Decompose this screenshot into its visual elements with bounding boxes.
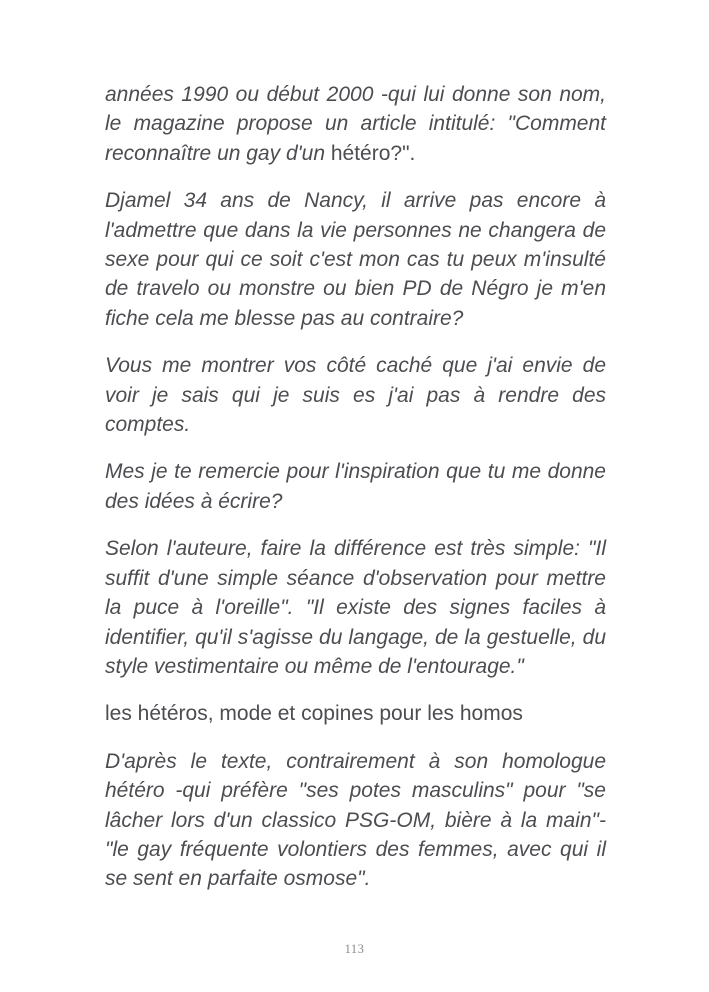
text-segment: Vous me montrer vos côté caché que j'ai envie de voir je sais qui je suis es j'ai pas à rendre des comptes.	[105, 354, 606, 437]
text-segment: D'après le texte, contrairement à son homologue hétéro -qui préfère "ses potes masculins" pour "se lâcher lors d'un classico PSG-OM, bière à la main"- "le gay fréquente volontiers des femmes, avec qui il se sent en parfaite osmose".	[105, 749, 606, 891]
text-segment: hétéro?".	[330, 141, 416, 165]
paragraph	[105, 351, 606, 439]
paragraph	[105, 747, 606, 894]
paragraph	[105, 457, 606, 516]
text-segment: Selon l'auteure, faire la différence est très simple: "Il suffit d'une simple séance d'observation pour mettre la puce à l'oreille". "Il existe des signes faciles à identifier, qu'il s'agisse du langage, de la gestuelle, du style vestimentaire ou même de l'entourage."	[105, 537, 606, 678]
paragraph	[105, 699, 606, 728]
paragraph	[105, 534, 606, 681]
text-segment: Mes je te remercie pour l'inspiration que tu me donne des idées à écrire?	[105, 460, 606, 513]
page-number: 113	[344, 942, 365, 956]
text-segment: Djamel 34 ans de Nancy, il arrive pas encore à l'admettre que dans la vie personnes ne changera de sexe pour qui ce soit c'est mon cas tu peux m'insulté de travelo ou monstre ou bien PD de Négro je m'en fiche cela me blesse pas au contraire?	[105, 189, 606, 330]
text-segment: années 1990 ou début 2000 -qui lui donne son nom, le magazine propose un article intitulé: "Comment reconnaître un gay d'un	[105, 83, 606, 165]
paragraph	[105, 80, 606, 168]
text-segment: les hétéros, mode et copines pour les homos	[105, 702, 523, 726]
paragraph	[105, 186, 606, 333]
page-text	[105, 80, 606, 912]
